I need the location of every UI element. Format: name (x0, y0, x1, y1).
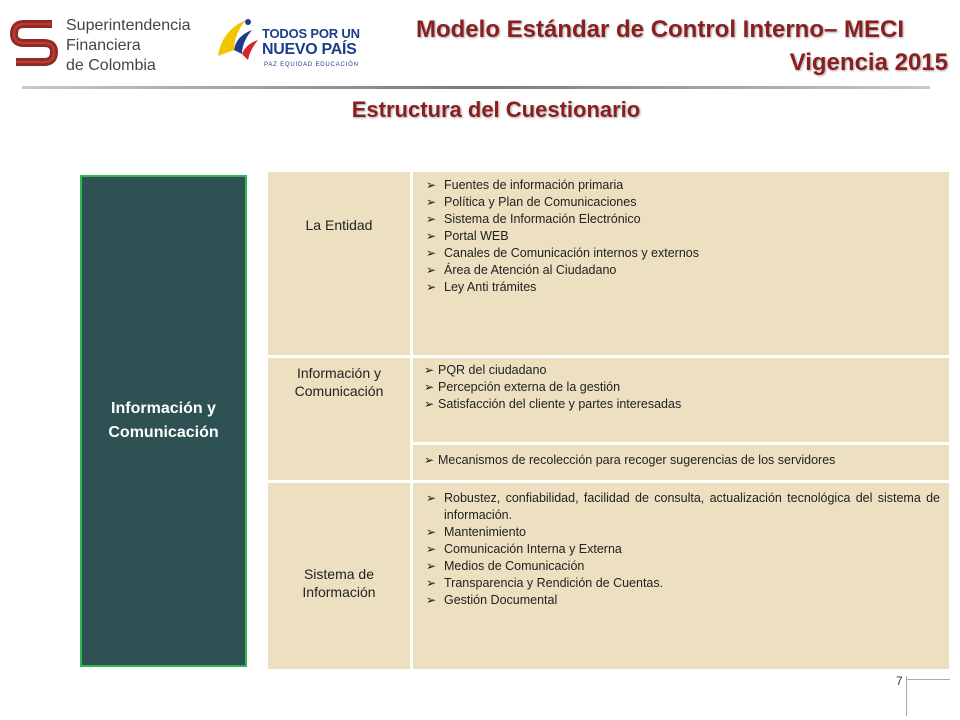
sfc-line-1: Superintendencia (66, 17, 191, 34)
checkmark-arrow-icon: ➢ (426, 246, 437, 260)
superintendencia-logo (8, 14, 198, 74)
checkmark-arrow-icon: ➢ (426, 280, 437, 294)
checkmark-arrow-icon: ➢ (426, 229, 437, 243)
checkmark-arrow-icon: ➢ (426, 178, 437, 192)
checkmark-arrow-icon: ➢ (426, 542, 437, 556)
list-entidad (420, 177, 940, 296)
gobierno-logo (212, 10, 360, 74)
row-divider (413, 442, 949, 445)
list-item: ➢ Satisfacción del cliente y partes interesadas (424, 397, 682, 411)
superintendencia-mark-icon (8, 14, 60, 72)
page-number: 7 (896, 674, 903, 688)
gobierno-line-2: NUEVO PAÍS (262, 41, 357, 58)
gobierno-line-3: PAZ EQUIDAD EDUCACIÓN (264, 62, 359, 68)
title-divider (22, 86, 930, 89)
section-subtitle: Estructura del Cuestionario (351, 97, 641, 122)
page-title: Modelo Estándar de Control Interno– MECI (415, 16, 905, 43)
list-item: ➢ Mecanismos de recolección para recoger sugerencias de los servidores (424, 453, 836, 467)
sfc-line-3: de Colombia (66, 57, 156, 74)
list-item: ➢ PQR del ciudadano (424, 363, 547, 377)
checkmark-arrow-icon: ➢ (424, 363, 435, 377)
sfc-line-2: Financiera (66, 37, 141, 54)
questionnaire-table (268, 172, 949, 669)
checkmark-arrow-icon: ➢ (426, 263, 437, 277)
row-label-sistema: Sistema de Información (302, 566, 376, 600)
checkmark-arrow-icon: ➢ (426, 559, 437, 573)
list-item: ➢ Medios de Comunicación (426, 559, 585, 573)
component-block (80, 175, 247, 667)
list-item: ➢ Gestión Documental (426, 593, 558, 607)
corner-line-vertical (906, 676, 907, 716)
list-item: ➢ Política y Plan de Comunicaciones (426, 195, 637, 209)
list-item: ➢ Fuentes de información primaria (426, 178, 624, 192)
gobierno-line-1: TODOS POR UN (262, 26, 360, 41)
checkmark-arrow-icon: ➢ (424, 380, 435, 394)
list-item: ➢ Robustez, confiabilidad, facilidad de consulta, actualización tecnológica del sistema de información. (426, 491, 940, 522)
checkmark-arrow-icon: ➢ (424, 453, 435, 467)
checkmark-arrow-icon: ➢ (426, 525, 437, 539)
checkmark-arrow-icon: ➢ (426, 576, 437, 590)
bird-icon (212, 10, 262, 74)
list-item: ➢ Canales de Comunicación internos y externos (426, 246, 699, 260)
row-label-informacion: Información y Comunicación (294, 365, 384, 399)
checkmark-arrow-icon: ➢ (424, 397, 435, 411)
row-divider (268, 480, 949, 483)
checkmark-arrow-icon: ➢ (426, 212, 437, 226)
checkmark-arrow-icon: ➢ (426, 195, 437, 209)
list-item: ➢ Mantenimiento (426, 525, 526, 539)
component-label: Información y Comunicación (108, 400, 219, 441)
list-informacion-extra (424, 452, 940, 469)
list-item: ➢ Sistema de Información Electrónico (426, 212, 641, 226)
column-divider (410, 172, 413, 669)
row-divider (268, 355, 949, 358)
list-item: ➢ Comunicación Interna y Externa (426, 542, 622, 556)
corner-line-horizontal (906, 679, 950, 680)
superintendencia-name (66, 16, 191, 76)
row-label-entidad: La Entidad (305, 217, 373, 233)
list-item: ➢ Transparencia y Rendición de Cuentas. (426, 576, 664, 590)
checkmark-arrow-icon: ➢ (426, 593, 437, 607)
list-sistema (420, 490, 940, 609)
list-item: ➢ Percepción externa de la gestión (424, 380, 621, 394)
list-item: ➢ Área de Atención al Ciudadano (426, 263, 617, 277)
list-item: ➢ Ley Anti trámites (426, 280, 537, 294)
list-item: ➢ Portal WEB (426, 229, 509, 243)
checkmark-arrow-icon: ➢ (426, 491, 437, 505)
list-informacion (424, 362, 940, 413)
page-title-year: Vigencia 2015 (789, 49, 948, 76)
